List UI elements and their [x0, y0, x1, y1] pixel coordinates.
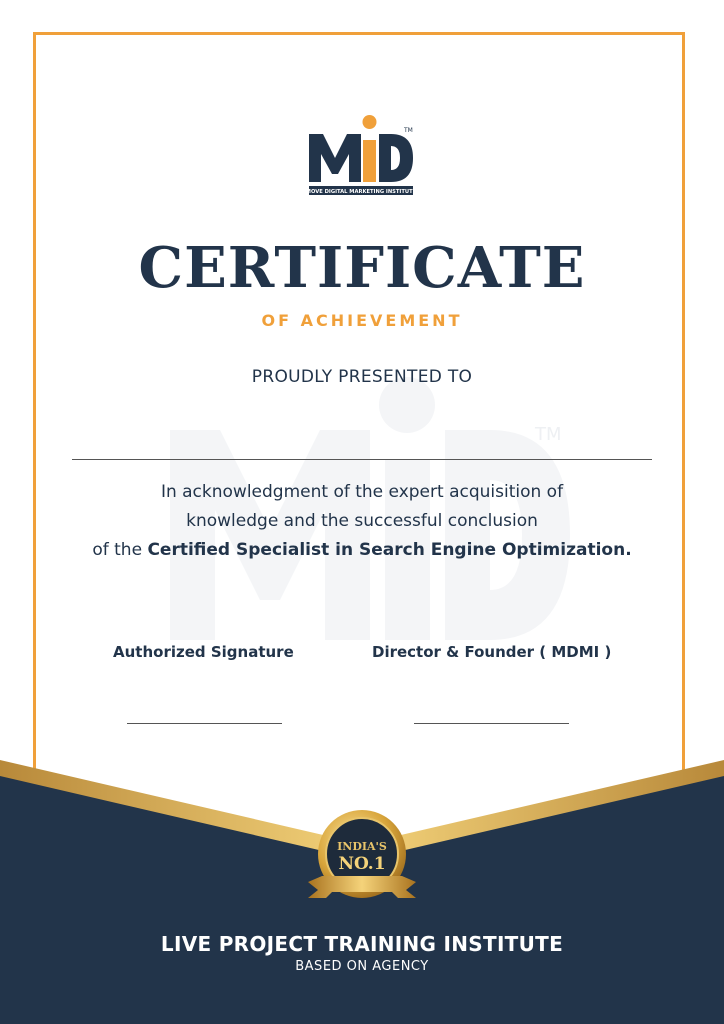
certificate-subtitle: OF ACHIEVEMENT — [261, 311, 463, 330]
authorized-signature-label: Authorized Signature — [113, 643, 294, 661]
india-no1-badge — [302, 806, 422, 910]
presented-to-label: PROUDLY PRESENTED TO — [251, 367, 473, 387]
svg-text:TM: TM — [535, 424, 562, 445]
body-line-2: knowledge and the successful conclusion — [186, 511, 538, 531]
svg-text:TM: TM — [404, 127, 413, 134]
certificate-title: CERTIFICATE — [138, 235, 586, 301]
badge-line-1: INDIA'S — [337, 840, 387, 853]
director-signature-line — [414, 723, 569, 724]
recipient-name-line — [72, 459, 652, 460]
badge-line-2: NO.1 — [338, 854, 386, 874]
authorized-signature-line — [127, 723, 282, 724]
logo-tagline: MOVE DIGITAL MARKETING INSTITUTE — [305, 189, 417, 195]
body-line-3: of the Certified Specialist in Search Engine Optimization. — [92, 540, 632, 560]
institute-logo — [305, 108, 417, 198]
course-name: Certified Specialist in Search Engine Optimization. — [147, 540, 632, 560]
footer-subtitle: BASED ON AGENCY — [295, 959, 429, 974]
certificate-body — [40, 478, 684, 565]
body-line-1: In acknowledgment of the expert acquisition of — [160, 482, 564, 502]
footer-title: LIVE PROJECT TRAINING INSTITUTE — [160, 932, 564, 956]
director-signature-label: Director & Founder ( MDMI ) — [372, 643, 612, 661]
